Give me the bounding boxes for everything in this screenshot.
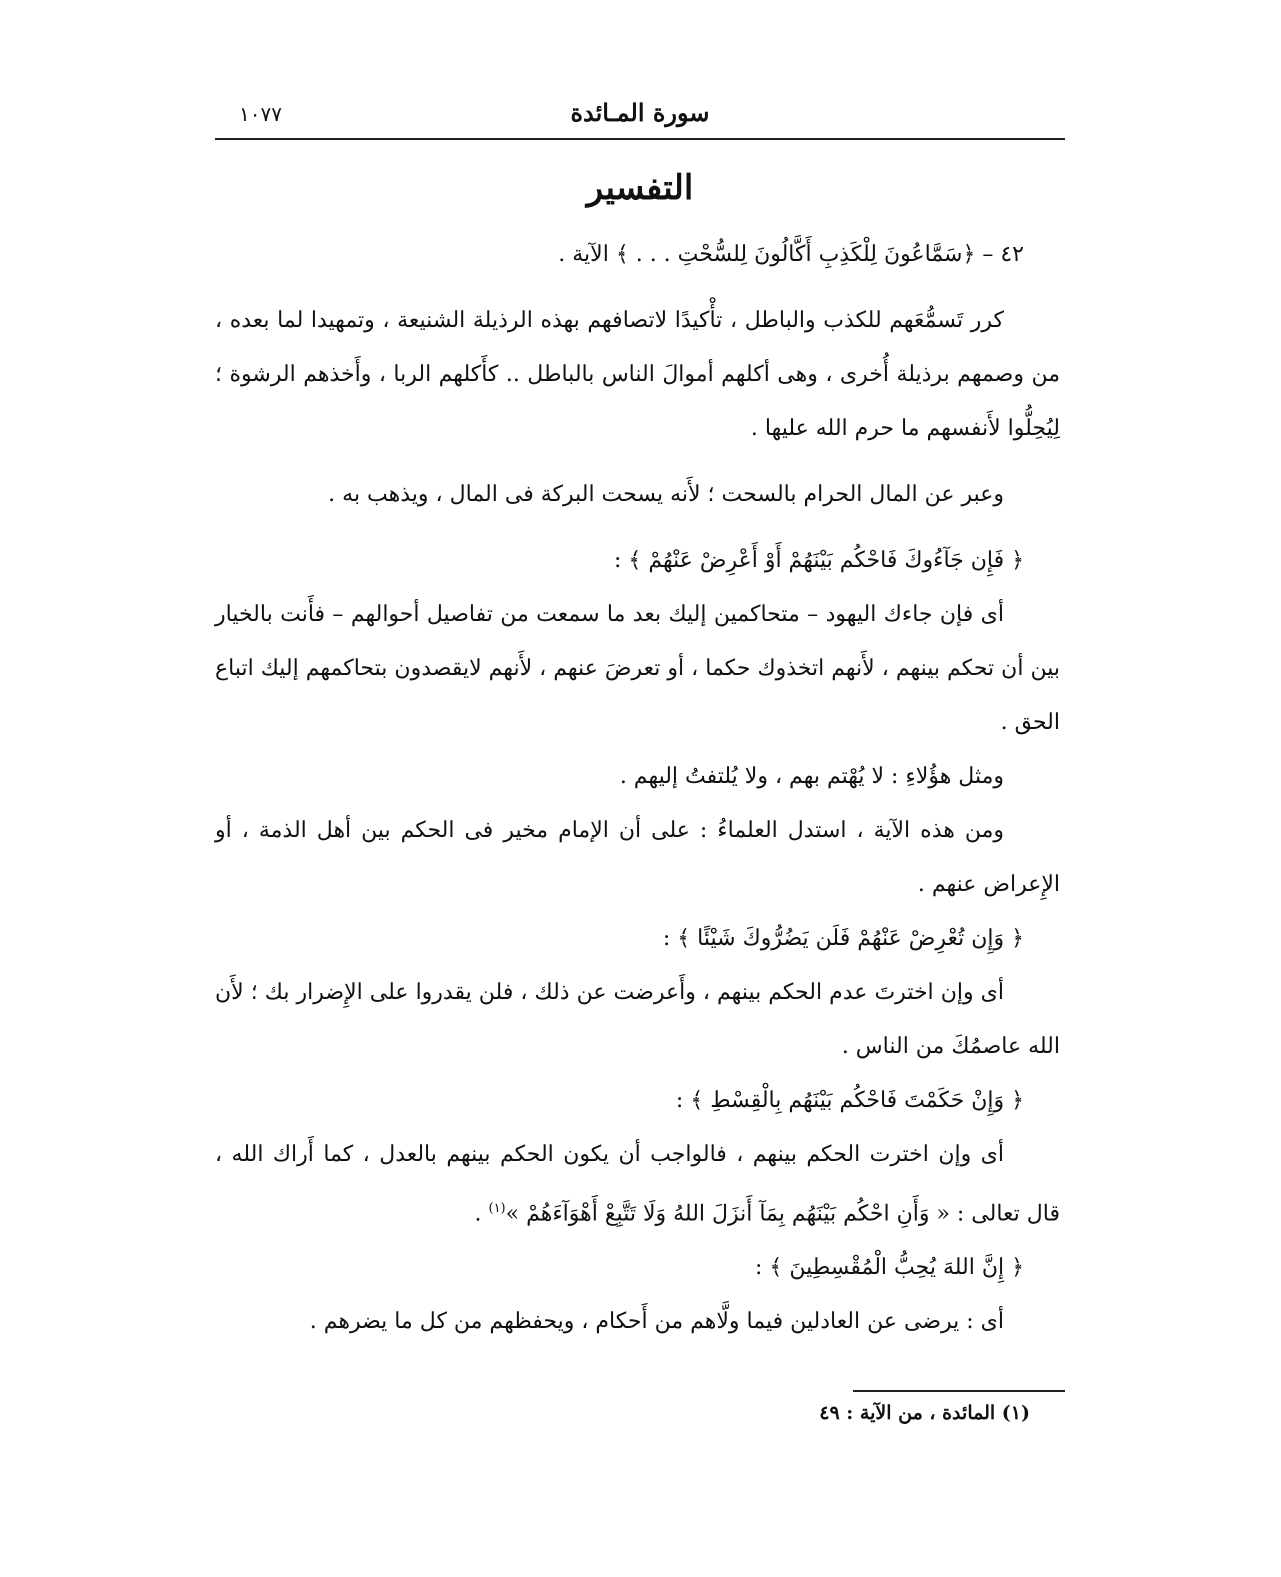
running-header — [215, 96, 1065, 136]
paragraph: أى : يرضى عن العادلين فيما ولَّاهم من أَحكام ، ويحفظهم من كل ما يضرهم . — [309, 1309, 1004, 1335]
page-number: ١٠٧٧ — [239, 102, 282, 126]
verse-heading: ﴿ فَإِن جَآءُوكَ فَاحْكُم بَيْنَهُمْ أَوْ أَعْرِضْ عَنْهُمْ ﴾ : — [614, 548, 1024, 573]
verse-heading: ﴿ إِنَّ اللهَ يُحِبُّ الْمُقْسِطِينَ ﴾ : — [755, 1255, 1024, 1281]
paragraph-text: أى وإن اخترت الحكم بينهم ، فالواجب أن يكون الحكم بينهم بالعدل ، كما أَراك الله ، قال تعالى : « وَأَنِ احْكُم بَيْنَهُم بِمَآ أَنزَلَ اللهُ وَلَا تَتَّبِعْ أَهْوَآءَهُمْ » — [215, 1142, 1060, 1227]
header-rule — [215, 138, 1065, 140]
verse-heading: ﴿ وَإِنْ حَكَمْتَ فَاحْكُم بَيْنَهُم بِالْقِسْطِ ﴾ : — [675, 1088, 1024, 1113]
footnote: (١) المائدة ، من الآية : ٤٩ — [819, 1402, 1030, 1424]
surah-title: سورة المـائدة — [570, 98, 710, 127]
section-title: التفسير — [586, 168, 694, 208]
paragraph: كرر تَسمُّعَهم للكذب والباطل ، تأْكيدًا لاتصافهم بهذه الرذيلة الشنيعة ، وتمهيدا لما بعده ، من وصمهم برذيلة أُخرى ، وهى أكلهم أموالَ الناس بالباطل .. كأَكلهم الربا ، وأَخذهم الرشوة ؛ لِيُحِلُّوا لأَنفسهم ما حرم الله عليها . — [215, 308, 1060, 441]
paragraph-with-note — [215, 1128, 1060, 1241]
verse-heading: ٤٢ – ﴿سَمَّاعُونَ لِلْكَذِبِ أَكَّالُونَ لِلسُّحْتِ . . . ﴾ الآية . — [558, 242, 1024, 267]
paragraph: ومن هذه الآية ، استدل العلماءُ : على أن الإمام مخير فى الحكم بين أهل الذمة ، أو الإِعراض عنهم . — [215, 818, 1060, 897]
footnote-rule — [853, 1390, 1065, 1392]
body-text — [215, 228, 1060, 1349]
paragraph: ومثل هؤُلاءِ : لا يُهْتم بهم ، ولا يُلتفتُ إليهم . — [619, 764, 1004, 789]
paragraph: وعبر عن المال الحرام بالسحت ؛ لأَنه يسحت البركة فى المال ، ويذهب به . — [328, 482, 1004, 507]
paragraph-text-end: . — [474, 1201, 489, 1227]
paragraph: أى فإن جاءك اليهود – متحاكمين إليك بعد ما سمعت من تفاصيل أحوالهم – فأَنت بالخيار بين أن تحكم بينهم ، لأَنهم اتخذوك حكما ، أو تعرضَ عنهم ، لأَنهم لايقصدون بتحاكمهم إليك اتباع الحق . — [215, 602, 1060, 735]
footnote-marker: (١) — [488, 1201, 506, 1216]
paragraph: أى وإن اخترتَ عدم الحكم بينهم ، وأَعرضت عن ذلك ، فلن يقدروا على الإِضرار بك ؛ لأَن الله عاصمُكَ من الناس . — [215, 980, 1060, 1059]
verse-heading: ﴿ وَإِن تُعْرِضْ عَنْهُمْ فَلَن يَضُرُّوكَ شَيْئًا ﴾ : — [662, 926, 1024, 951]
